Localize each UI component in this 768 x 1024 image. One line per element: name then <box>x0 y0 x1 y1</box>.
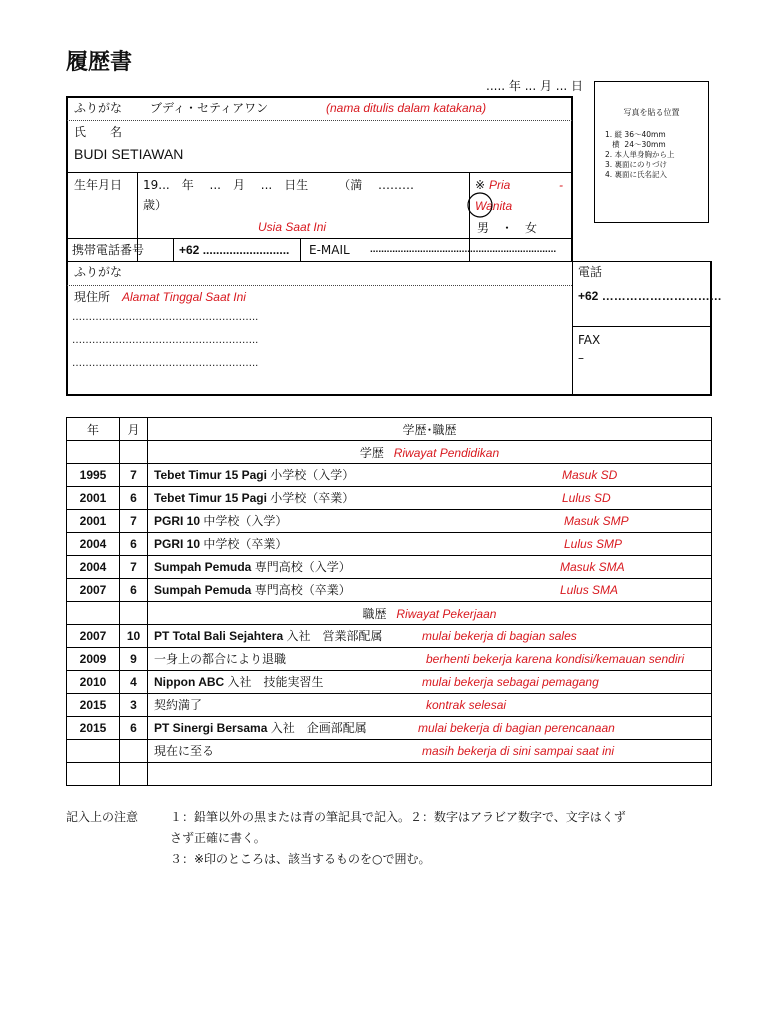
row-year[interactable]: 2007 <box>67 579 120 602</box>
history-header-row <box>67 418 712 441</box>
work-rows <box>67 625 712 786</box>
gender-wanita: Wanita <box>475 199 513 213</box>
table-row <box>67 510 712 533</box>
row-year[interactable]: 1995 <box>67 464 120 487</box>
furigana-label: ふりがな <box>74 101 123 115</box>
education-section-row <box>67 441 712 464</box>
row-description[interactable]: 契約満了 <box>154 698 203 712</box>
row-description[interactable]: Tebet Timur 15 Pagi 小学校（卒業） <box>154 491 355 505</box>
row-year[interactable]: 2010 <box>67 671 120 694</box>
row-month[interactable]: 7 <box>120 510 148 533</box>
row-year[interactable]: 2001 <box>67 487 120 510</box>
address-label: 現住所 <box>74 290 111 304</box>
work-section-row <box>67 602 712 625</box>
history-table <box>66 417 712 786</box>
row-note: mulai bekerja sebagai pemagang <box>422 675 599 689</box>
mobile-label: 携帯電話番号 <box>72 243 145 257</box>
row-year[interactable]: 2004 <box>67 556 120 579</box>
row-year[interactable]: 2009 <box>67 648 120 671</box>
row-month[interactable]: 9 <box>120 648 148 671</box>
phone-label: 電話 <box>578 265 603 279</box>
row-month[interactable]: 6 <box>120 533 148 556</box>
row-description[interactable]: PGRI 10 中学校（入学） <box>154 514 288 528</box>
gender-mark: ※ <box>475 178 486 192</box>
row-year[interactable]: 2004 <box>67 533 120 556</box>
col-year: 年 <box>67 418 120 441</box>
notes-label: 記入上の注意 <box>66 810 139 824</box>
table-row <box>67 671 712 694</box>
row-note: mulai bekerja di bagian sales <box>422 629 577 643</box>
photo-line: 3. 裏面にのりづけ <box>605 160 668 169</box>
row-month[interactable] <box>120 740 148 763</box>
row-year[interactable]: 2001 <box>67 510 120 533</box>
email-label: E-MAIL <box>309 243 350 257</box>
name-label: 氏 名 <box>74 125 123 139</box>
gender-dash: - <box>559 178 563 192</box>
photo-instructions <box>605 130 675 180</box>
col-title: 学歴･職歴 <box>148 418 712 441</box>
row-month[interactable]: 7 <box>120 464 148 487</box>
address-box <box>66 261 712 396</box>
birth-value[interactable]: 19... 年 ... 月 ... 日生 （満 ……… <box>143 178 415 192</box>
row-note: berhenti bekerja karena kondisi/kemauan sendiri <box>426 652 685 666</box>
row-description[interactable]: Tebet Timur 15 Pagi 小学校（入学） <box>154 468 355 482</box>
furigana-value[interactable]: ブディ・セティアワン <box>150 101 269 115</box>
table-row <box>67 464 712 487</box>
address-line-2[interactable]: ……………………………………………….. <box>72 335 259 346</box>
table-row <box>67 487 712 510</box>
date-line: ..... 年 ... 月 ... 日 <box>486 79 584 93</box>
row-note: kontrak selesai <box>426 698 507 712</box>
photo-line: 1. 縦 36～40mm <box>605 130 666 139</box>
row-month[interactable] <box>120 763 148 786</box>
row-month[interactable]: 6 <box>120 487 148 510</box>
notes-line-2: さず正確に書く。 <box>170 831 266 845</box>
table-row <box>67 740 712 763</box>
row-note: Lulus SMP <box>564 537 623 551</box>
notes-line-1: １：鉛筆以外の黒または青の筆記具で記入。２：数字はアラビア数字で、文字はくず <box>170 810 626 824</box>
table-row <box>67 763 712 786</box>
fax-label: FAX <box>578 333 601 347</box>
row-note: Masuk SD <box>562 468 618 482</box>
row-year[interactable]: 2015 <box>67 694 120 717</box>
row-description[interactable]: 現在に至る <box>154 744 215 758</box>
row-month[interactable]: 3 <box>120 694 148 717</box>
education-title: 学歴 <box>359 445 384 460</box>
address-furigana-label: ふりがな <box>74 265 123 279</box>
row-year[interactable] <box>67 763 120 786</box>
row-note: mulai bekerja di bagian perencanaan <box>418 721 615 735</box>
name-value[interactable]: BUDI SETIAWAN <box>74 146 184 162</box>
row-description[interactable]: 一身上の都合により退職 <box>154 652 287 666</box>
work-title: 職歴 <box>362 606 387 621</box>
table-row <box>67 694 712 717</box>
table-row <box>67 579 712 602</box>
row-year[interactable]: 2015 <box>67 717 120 740</box>
address-line-3[interactable]: ……………………………………………….. <box>72 358 259 369</box>
row-description[interactable]: PT Sinergi Bersama 入社 企画部配属 <box>154 721 367 735</box>
row-month[interactable]: 4 <box>120 671 148 694</box>
row-description[interactable]: PGRI 10 中学校（卒業） <box>154 537 288 551</box>
row-description[interactable]: Sumpah Pemuda 専門高校（卒業） <box>154 583 351 597</box>
row-month[interactable]: 6 <box>120 717 148 740</box>
row-note: Masuk SMP <box>564 514 629 528</box>
mobile-value[interactable]: +62 .......................... <box>179 243 290 257</box>
table-row <box>67 717 712 740</box>
address-note: Alamat Tinggal Saat Ini <box>122 290 246 304</box>
page-title: 履歴書 <box>66 50 133 75</box>
row-year[interactable]: 2007 <box>67 625 120 648</box>
row-description[interactable]: PT Total Bali Sejahtera 入社 営業部配属 <box>154 629 383 643</box>
row-month[interactable]: 7 <box>120 556 148 579</box>
row-note: Lulus SD <box>562 491 611 505</box>
email-value[interactable]: ................................................................... <box>370 244 557 255</box>
row-year[interactable] <box>67 740 120 763</box>
education-note: Riwayat Pendidikan <box>393 445 500 460</box>
education-rows <box>67 464 712 602</box>
row-note: masih bekerja di sini sampai saat ini <box>422 744 615 758</box>
age-note: Usia Saat Ini <box>258 220 327 234</box>
phone-value[interactable]: +62 ………………………… <box>578 289 722 303</box>
row-month[interactable]: 6 <box>120 579 148 602</box>
gender-circle-icon <box>466 191 494 219</box>
fax-value[interactable]: – <box>578 351 584 365</box>
furigana-note: (nama ditulis dalam katakana) <box>326 101 487 115</box>
gender-jp: 男 ・ 女 <box>477 221 538 235</box>
birth-label: 生年月日 <box>74 178 123 192</box>
work-note: Riwayat Pekerjaan <box>396 606 497 621</box>
row-month[interactable]: 10 <box>120 625 148 648</box>
photo-box <box>594 81 709 223</box>
col-month: 月 <box>120 418 148 441</box>
table-row <box>67 625 712 648</box>
table-row <box>67 533 712 556</box>
notes-line-3: ３：※印のところは、該当するものを○で囲む。 <box>170 852 431 866</box>
row-description[interactable]: Nippon ABC 入社 技能実習生 <box>154 675 324 689</box>
photo-line: 4. 裏面に氏名記入 <box>605 170 668 179</box>
table-row <box>67 556 712 579</box>
row-description[interactable]: Sumpah Pemuda 専門高校（入学） <box>154 560 351 574</box>
row-note: Lulus SMA <box>560 583 619 597</box>
photo-line: 2. 本人単身胸から上 <box>605 150 675 159</box>
gender-pria: Pria <box>489 178 511 192</box>
address-line-1[interactable]: ……………………………………………….. <box>72 312 259 323</box>
row-note: Masuk SMA <box>560 560 625 574</box>
birth-value-age: 歳） <box>143 198 168 212</box>
photo-line: 横 24～30mm <box>605 140 666 149</box>
table-row <box>67 648 712 671</box>
photo-title: 写真を貼る位置 <box>623 108 680 117</box>
